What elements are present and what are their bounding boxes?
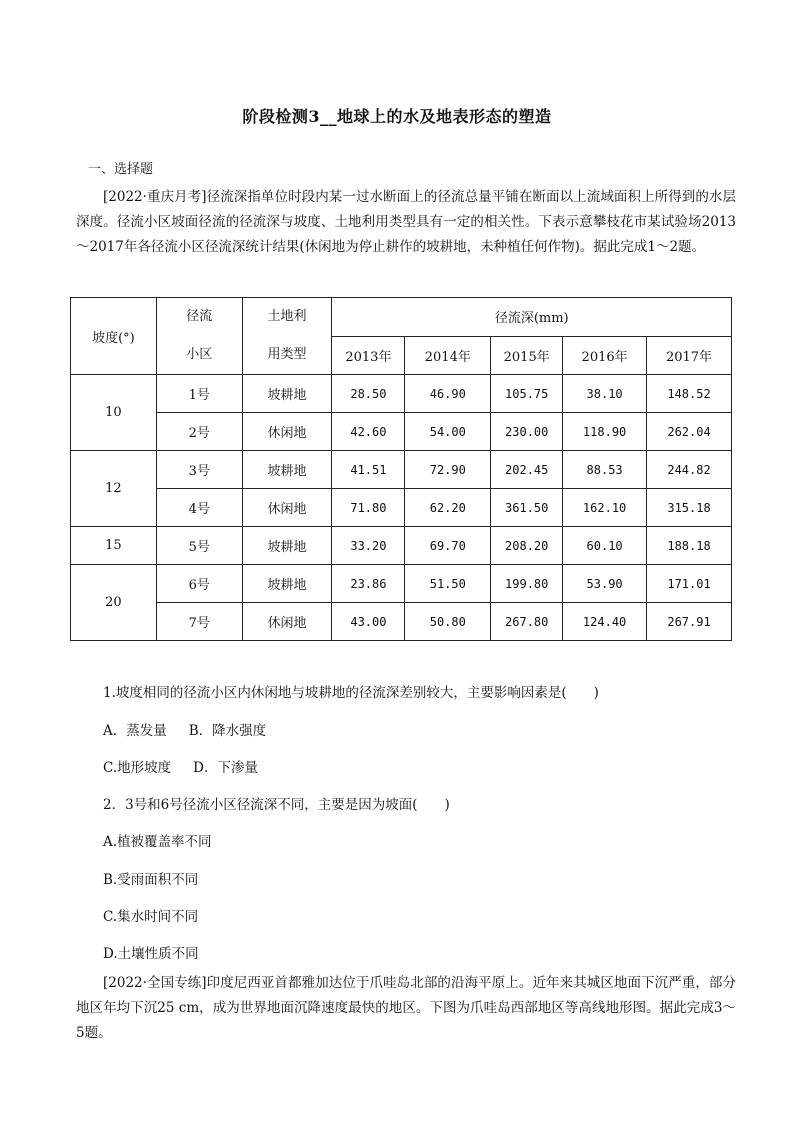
value-cell: 88.53 — [563, 451, 647, 489]
value-cell: 69.70 — [405, 527, 491, 565]
table-row — [71, 375, 732, 413]
land-cell: 休闲地 — [242, 603, 332, 641]
value-cell: 148.52 — [647, 375, 732, 413]
header-year: 2015年 — [491, 336, 563, 375]
table-row — [71, 565, 732, 603]
question-1-options-ab — [103, 719, 266, 739]
option-a[interactable]: A.植被覆盖率不同 — [103, 834, 212, 850]
area-cell: 4号 — [156, 489, 242, 527]
value-cell: 42.60 — [332, 413, 405, 451]
table-row — [71, 527, 732, 565]
header-land-use: 土地利 用类型 — [242, 298, 332, 375]
table-row — [71, 451, 732, 489]
header-year: 2016年 — [563, 336, 647, 375]
value-cell: 267.91 — [647, 603, 732, 641]
question-1-options-cd — [103, 756, 258, 776]
land-cell: 坡耕地 — [242, 527, 332, 565]
value-cell: 202.45 — [491, 451, 563, 489]
land-cell: 坡耕地 — [242, 375, 332, 413]
value-cell: 54.00 — [405, 413, 491, 451]
area-cell: 3号 — [156, 451, 242, 489]
value-cell: 162.10 — [563, 489, 647, 527]
value-cell: 105.75 — [491, 375, 563, 413]
header-area: 径流 小区 — [156, 298, 242, 375]
value-cell: 188.18 — [647, 527, 732, 565]
header-year: 2017年 — [647, 336, 732, 375]
option-c[interactable]: C.地形坡度 — [103, 760, 172, 776]
value-cell: 62.20 — [405, 489, 491, 527]
area-cell: 1号 — [156, 375, 242, 413]
area-cell: 6号 — [156, 565, 242, 603]
value-cell: 124.40 — [563, 603, 647, 641]
passage-intro-2: [2022·全国专练]印度尼西亚首都雅加达位于爪哇岛北部的沿海平原上。近年来其城区地面下沉严重，部分地区年均下沉25 cm，成为世界地面沉降速度最快的地区。下图为爪哇岛西部地区等高线地形图。据此完成3～5题。 — [76, 975, 736, 1041]
runoff-table — [70, 297, 732, 641]
passage-intro-1: [2022·重庆月考]径流深指单位时段内某一过水断面上的径流总量平铺在断面以上流域面积上所得到的水层深度。径流小区坡面径流的径流深与坡度、土地利用类型具有一定的相关性。下表示意攀枝花市某试验场2013～2017年各径流小区径流深统计结果(休闲地为停止耕作的坡耕地，未种植任何作物)。据此完成1～2题。 — [76, 189, 736, 255]
option-d[interactable]: D.土壤性质不同 — [103, 946, 199, 962]
header-year: 2013年 — [332, 336, 405, 375]
option-b[interactable]: B．降水强度 — [188, 723, 267, 739]
area-cell: 2号 — [156, 413, 242, 451]
value-cell: 262.04 — [647, 413, 732, 451]
slope-cell: 12 — [71, 451, 157, 527]
value-cell: 267.80 — [491, 603, 563, 641]
page-title: 阶段检测3__地球上的水及地表形态的塑造 — [242, 107, 552, 126]
land-cell: 休闲地 — [242, 413, 332, 451]
value-cell: 51.50 — [405, 565, 491, 603]
value-cell: 28.50 — [332, 375, 405, 413]
value-cell: 244.82 — [647, 451, 732, 489]
value-cell: 361.50 — [491, 489, 563, 527]
value-cell: 23.86 — [332, 565, 405, 603]
land-cell: 坡耕地 — [242, 565, 332, 603]
option-b[interactable]: B.受雨面积不同 — [103, 872, 199, 888]
table-row — [71, 489, 732, 527]
header-slope: 坡度(°) — [71, 298, 157, 375]
value-cell: 315.18 — [647, 489, 732, 527]
option-d[interactable]: D．下渗量 — [193, 760, 258, 776]
slope-cell: 15 — [71, 527, 157, 565]
slope-cell: 10 — [71, 375, 157, 451]
table-row — [71, 603, 732, 641]
value-cell: 171.01 — [647, 565, 732, 603]
option-c[interactable]: C.集水时间不同 — [103, 909, 199, 925]
value-cell: 60.10 — [563, 527, 647, 565]
value-cell: 71.80 — [332, 489, 405, 527]
table-header-row — [71, 298, 732, 337]
section-heading: 一、选择题 — [88, 162, 154, 177]
slope-cell: 20 — [71, 565, 157, 641]
land-cell: 休闲地 — [242, 489, 332, 527]
value-cell: 72.90 — [405, 451, 491, 489]
land-cell: 坡耕地 — [242, 451, 332, 489]
value-cell: 43.00 — [332, 603, 405, 641]
value-cell: 230.00 — [491, 413, 563, 451]
table-row — [71, 413, 732, 451]
question-2-stem: 2．3号和6号径流小区径流深不同，主要是因为坡面( ) — [103, 797, 450, 813]
question-1-stem: 1.坡度相同的径流小区内休闲地与坡耕地的径流深差别较大，主要影响因素是( ) — [103, 685, 599, 701]
area-cell: 7号 — [156, 603, 242, 641]
header-year: 2014年 — [405, 336, 491, 375]
value-cell: 53.90 — [563, 565, 647, 603]
value-cell: 38.10 — [563, 375, 647, 413]
option-a[interactable]: A．蒸发量 — [103, 723, 167, 739]
value-cell: 33.20 — [332, 527, 405, 565]
area-cell: 5号 — [156, 527, 242, 565]
value-cell: 118.90 — [563, 413, 647, 451]
value-cell: 199.80 — [491, 565, 563, 603]
value-cell: 46.90 — [405, 375, 491, 413]
value-cell: 41.51 — [332, 451, 405, 489]
value-cell: 50.80 — [405, 603, 491, 641]
header-runoff: 径流深(mm) — [332, 298, 732, 337]
value-cell: 208.20 — [491, 527, 563, 565]
